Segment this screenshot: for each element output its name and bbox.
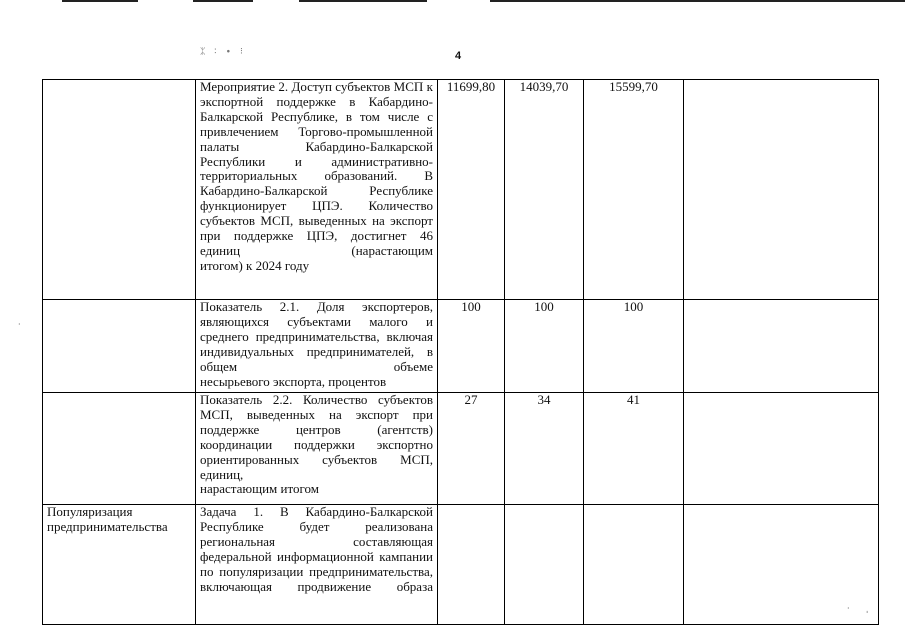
table-row (43, 393, 879, 505)
table-row (43, 300, 879, 393)
scan-speck: · (18, 320, 21, 329)
description-cell (196, 300, 438, 393)
direction-cell (43, 80, 196, 300)
description-cell (196, 393, 438, 505)
top-rule-1 (62, 0, 138, 2)
value-cell-4 (684, 300, 879, 393)
value-cell-2: 100 (505, 300, 584, 393)
direction-cell (43, 300, 196, 393)
description-last-line: несырьевого экспорта, процентов (200, 373, 387, 389)
value-cell-3: 100 (584, 300, 684, 393)
value-cell-1 (438, 505, 505, 625)
value-cell-4 (684, 80, 879, 300)
description-cell (196, 505, 438, 625)
direction-cell (43, 393, 196, 505)
program-table (42, 79, 879, 625)
top-rule-4 (490, 0, 905, 2)
description-text: Задача 1. В Кабардино-Балкарской Республике будет реализована региональная составляющая федеральной информационной кампании по популяризации предпринимательства, включающая продвижение образа (200, 504, 433, 594)
page-number: 4 (455, 50, 462, 62)
value-cell-2 (505, 505, 584, 625)
value-cell-1: 100 (438, 300, 505, 393)
handwritten-mark: ᛯ ∶ ∙ ⁝ (200, 47, 246, 57)
description-text: Показатель 2.1. Доля экспортеров, являющихся субъектами малого и среднего предпринимательства, включая индивидуальных предпринимателей, в общем объеме (200, 299, 433, 374)
description-text: Мероприятие 2. Доступ субъектов МСП к экспортной поддержке в Кабардино-Балкарской Республике, в том числе с привлечением Торгово-промышленной палаты Кабардино-Балкарской Республики и административно-территориальных образований. В Кабардино-Балкарской Республике функционирует ЦПЭ. Количество субъектов МСП, выведенных на экспорт при поддержке ЦПЭ, достигнет 46 единиц (нарастающим (200, 79, 433, 258)
value-cell-1: 11699,80 (438, 80, 505, 300)
description-cell (196, 80, 438, 300)
description-text: Показатель 2.2. Количество субъектов МСП, выведенных на экспорт при поддержке центров (агентств) координации поддержки экспортно ориентированных субъектов МСП, единиц, (200, 392, 433, 482)
value-cell-3 (584, 505, 684, 625)
value-cell-3: 41 (584, 393, 684, 505)
top-rule-3 (299, 0, 427, 2)
description-last-line: итогом) к 2024 году (200, 257, 310, 273)
value-cell-3: 15599,70 (584, 80, 684, 300)
scan-speck: · (847, 604, 850, 613)
value-cell-1: 27 (438, 393, 505, 505)
value-cell-4 (684, 393, 879, 505)
table-row (43, 80, 879, 300)
direction-cell: Популяризация предпринимательства (43, 505, 196, 625)
value-cell-2: 34 (505, 393, 584, 505)
table-row (43, 505, 879, 625)
top-rule-2 (193, 0, 253, 2)
value-cell-2: 14039,70 (505, 80, 584, 300)
description-last-line: нарастающим итогом (200, 481, 319, 497)
scan-speck: ˌ (866, 605, 869, 614)
